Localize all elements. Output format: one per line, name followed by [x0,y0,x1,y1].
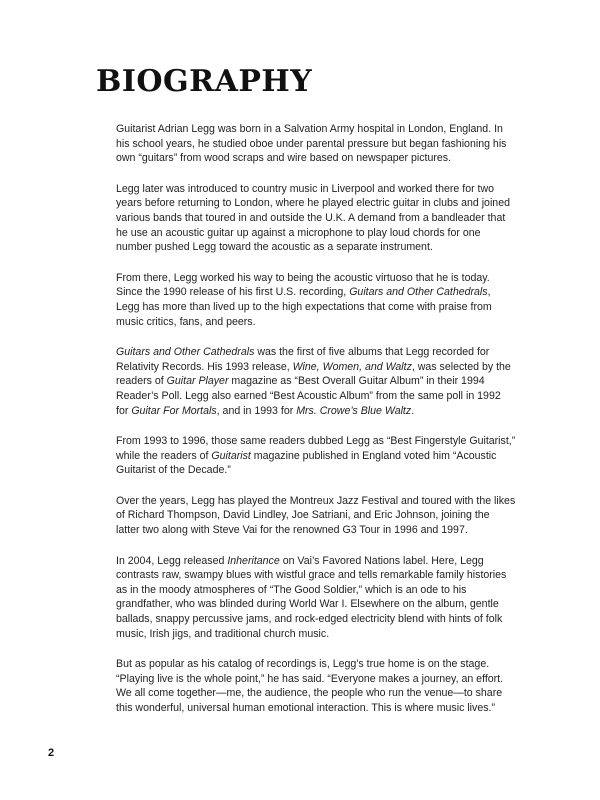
italic-title-text: Guitarist [211,449,251,462]
paragraph-text: Over the years, Legg has played the Montreux Jazz Festival and toured with the likes of Richard Thompson, David Lindley, Joe Satriani, and Eric Johnson, joining the latter two along with Steve Vai for the renowned G3 Tour in 1996 and 1997. [116,494,516,537]
paragraph-text: was the first of five albums that Legg recorded for Relativity Records. His 1993 release, [116,346,490,373]
paragraph [116,494,516,538]
paragraph-text: , was selected by the readers of [116,360,511,388]
italic-title-text: Guitar For Mortals [131,404,217,417]
paragraph [116,122,516,166]
biography-body [116,122,516,732]
paragraph-text: Legg later was introduced to country music in Liverpool and worked there for two years before returning to London, where he played electric guitar in clubs and joined various bands that toured in and outside the U.K. A demand from a bandleader that he use an acoustic guitar up against a microphone to play loud chords for one number pushed Legg toward the acoustic as a separate instrument. [116,182,510,254]
paragraph-text: From there, Legg worked his way to being the acoustic virtuoso that he is today. Since the 1990 release of his first U.S. recording, [116,271,490,299]
italic-title-text: Inheritance [227,554,280,567]
page-number: 2 [48,747,55,759]
italic-title-text: Guitar Player [166,375,229,388]
paragraph [116,345,516,418]
paragraph-text: magazine as “Best Overall Guitar Album” in their 1994 Reader’s Poll. Legg also earned “Best Acoustic Album” from the same poll in 1992 for [116,375,501,417]
paragraph-text: , Legg has more than lived up to the high expectations that come with praise from music critics, fans, and peers. [116,286,492,328]
paragraph-text: on Vai’s Favored Nations label. Here, Legg contrasts raw, swampy blues with wistful grace and tells remarkable family histories as in the moody atmospheres of “The Good Soldier,” which is an ode to his grandfather, who was blinded during World War I. Elsewhere on the album, gentle ballads, snappy percussive jams, and rock-edged electricity blend with hints of folk music, Irish jigs, and traditional church music. [116,554,507,640]
paragraph [116,657,516,715]
paragraph-text: But as popular as his catalog of recordings is, Legg’s true home is on the stage. “Playing live is the whole point,” he has said. “Everyone makes a journey, an effort. We all come together—me, the audience, the people who run the venue—to share this wonderful, universal human emotional interaction. This is where music lives.” [116,658,504,714]
paragraph-text: , and in 1993 for [216,404,297,417]
paragraph-text: . [411,404,415,417]
italic-title-text: Guitars and Other Cathedrals [116,346,255,359]
italic-title-text: Wine, Women, and Waltz [292,360,412,373]
paragraph-text: In 2004, Legg released [116,554,228,567]
page-title: BIOGRAPHY [96,64,313,99]
paragraph [116,182,516,255]
paragraph [116,434,516,478]
paragraph-text: magazine published in England voted him “Acoustic Guitarist of the Decade.” [116,449,497,477]
italic-title-text: Mrs. Crowe’s Blue Waltz [296,404,412,417]
paragraph [116,271,516,329]
paragraph-text: Guitarist Adrian Legg was born in a Salvation Army hospital in London, England. In his school years, he studied oboe under parental pressure but began fashioning his own “guitars” from wood scraps and wire based on newspaper pictures. [116,123,507,165]
paragraph-text: From 1993 to 1996, those same readers dubbed Legg as “Best Fingerstyle Guitarist,” while the readers of [116,435,516,462]
italic-title-text: Guitars and Other Cathedrals [349,286,488,299]
paragraph [116,554,516,642]
